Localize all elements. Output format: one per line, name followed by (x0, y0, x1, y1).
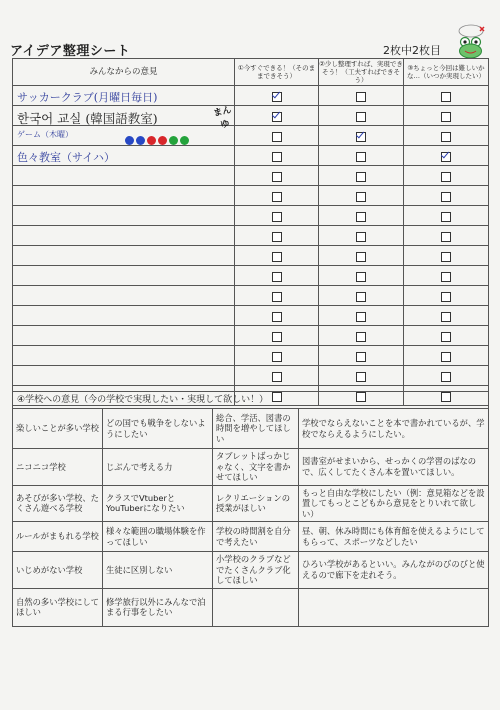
column-header-difficult: ③ちょっと今回は難しいかな…（いつか実現したい） (404, 59, 489, 86)
opinion-cell: もっと自由な学校にしたい（例：意見箱などを設置してもっとこどもから意見をとりいれて欲しい） (299, 485, 489, 522)
checkbox-cell (404, 126, 489, 146)
checkbox[interactable] (356, 152, 366, 162)
idea-row (13, 226, 489, 246)
checkbox[interactable] (356, 92, 366, 102)
checkbox[interactable] (441, 292, 451, 302)
checkbox[interactable] (356, 272, 366, 282)
checkbox-cell (319, 306, 404, 326)
checkbox-cell (319, 106, 404, 126)
checkbox[interactable] (441, 132, 451, 142)
idea-cell (13, 286, 235, 306)
checkbox[interactable] (356, 132, 366, 142)
checkbox[interactable] (272, 192, 282, 202)
checkbox-cell (235, 146, 319, 166)
checkbox[interactable] (356, 252, 366, 262)
checkbox-cell (235, 286, 319, 306)
checkbox[interactable] (441, 252, 451, 262)
checkbox-cell (235, 226, 319, 246)
checkbox[interactable] (356, 212, 366, 222)
column-header-organize: ②少し整理すれば、実現できそう！（工夫すればできそう） (319, 60, 403, 84)
idea-cell (13, 186, 235, 206)
color-dot (125, 136, 134, 145)
opinion-row (13, 552, 489, 589)
checkbox-cell (235, 186, 319, 206)
color-dot (180, 136, 189, 145)
checkbox-cell (235, 306, 319, 326)
checkbox[interactable] (356, 372, 366, 382)
idea-row (13, 246, 489, 266)
idea-row (13, 346, 489, 366)
page-indicator: 2枚中2枚目 (383, 44, 441, 57)
checkbox[interactable] (441, 232, 451, 242)
checkbox-cell (319, 246, 404, 266)
opinion-row (13, 588, 489, 626)
idea-row (13, 186, 489, 206)
opinion-cell: 昼、朝、休み時間にも体育館を使えるようにしてもらって、スポーツなどしたい (299, 522, 489, 552)
opinion-cell: 図書室がせまいから、せっかくの学習のばなので、広くしてたくさん本を置いてほしい。 (299, 449, 489, 486)
page-title: アイデア整理シート (10, 44, 131, 59)
checkbox[interactable] (441, 212, 451, 222)
opinion-cell: 楽しいことが多い学校 (13, 409, 103, 449)
checkbox-cell (404, 86, 489, 106)
checkbox[interactable] (441, 272, 451, 282)
checkbox[interactable] (272, 92, 282, 102)
idea-cell (13, 166, 235, 186)
checkbox-cell (319, 146, 404, 166)
idea-cell (13, 206, 235, 226)
opinion-cell: 自然の多い学校にしてほしい (13, 588, 103, 626)
idea-cell (13, 146, 235, 166)
checkbox-cell (319, 86, 404, 106)
checkbox[interactable] (272, 372, 282, 382)
checkbox-cell (404, 226, 489, 246)
checkbox-cell (235, 106, 319, 126)
checkbox[interactable] (356, 312, 366, 322)
opinion-cell (213, 588, 299, 626)
opinion-cell: いじめがない学校 (13, 552, 103, 589)
checkbox[interactable] (356, 352, 366, 362)
opinion-row (13, 409, 489, 449)
checkbox[interactable] (272, 132, 282, 142)
checkbox[interactable] (356, 332, 366, 342)
opinion-cell: あそびが多い学校、たくさん遊べる学校 (13, 485, 103, 522)
opinion-cell: 生徒に区別しない (103, 552, 213, 589)
opinion-cell: タブレットばっかじゃなく、文字を書かせてほしい (213, 449, 299, 486)
checkbox[interactable] (272, 172, 282, 182)
checkbox-cell (404, 286, 489, 306)
idea-row (13, 146, 489, 166)
checkbox[interactable] (356, 292, 366, 302)
idea-cell (13, 226, 235, 246)
checkbox-cell (235, 366, 319, 386)
checkbox-cell (319, 266, 404, 286)
checkbox-cell (319, 286, 404, 306)
checkbox-cell (235, 246, 319, 266)
idea-text: ゲーム（木曜） (17, 130, 73, 139)
checkbox-cell (404, 166, 489, 186)
checkbox-cell (319, 346, 404, 366)
idea-row (13, 206, 489, 226)
opinion-cell: クラスでVtuberとYouTuberになりたい (103, 485, 213, 522)
checkbox-cell (404, 266, 489, 286)
opinion-cell: 小学校のクラブなどでたくさんクラブ化してほしい (213, 552, 299, 589)
checkbox-cell (404, 346, 489, 366)
opinion-cell: 学校の時間割を自分で考えたい (213, 522, 299, 552)
checkbox[interactable] (441, 372, 451, 382)
checkbox-cell (235, 266, 319, 286)
checkbox[interactable] (272, 312, 282, 322)
opinion-cell: ルールがまもれる学校 (13, 522, 103, 552)
checkbox-cell (404, 106, 489, 126)
opinion-cell: 学校でならえないことを本で書かれているが、学校でならえるようにしたい。 (299, 409, 489, 449)
checkbox[interactable] (356, 112, 366, 122)
checkbox[interactable] (272, 252, 282, 262)
checkbox[interactable] (441, 172, 451, 182)
color-dot (136, 136, 145, 145)
color-dot (158, 136, 167, 145)
checkbox[interactable] (272, 152, 282, 162)
checkbox-cell (235, 126, 319, 146)
checkbox[interactable] (356, 172, 366, 182)
checkbox-cell (319, 366, 404, 386)
frog-mascot-icon (456, 24, 486, 60)
idea-row (13, 126, 489, 146)
checkbox[interactable] (272, 292, 282, 302)
checkbox[interactable] (272, 332, 282, 342)
checkbox-cell (404, 326, 489, 346)
signature: まんゆ (212, 105, 233, 131)
checkbox-cell (319, 186, 404, 206)
checkbox[interactable] (272, 352, 282, 362)
idea-rows (13, 86, 489, 406)
idea-cell (13, 126, 235, 146)
opinion-cell: どの国でも戦争をしないようにしたい (103, 409, 213, 449)
checkbox-cell (404, 206, 489, 226)
checkbox-cell (404, 186, 489, 206)
checkbox[interactable] (356, 232, 366, 242)
opinion-cell: 様々な範囲の職場体験を作ってほしい (103, 522, 213, 552)
idea-row (13, 306, 489, 326)
checkbox[interactable] (441, 192, 451, 202)
opinion-cell: 総合、学活、図書の時間を増やしてほしい (213, 409, 299, 449)
idea-cell (13, 366, 235, 386)
checkbox[interactable] (441, 312, 451, 322)
idea-row (13, 86, 489, 106)
column-header-ideas: みんなからの意見 (13, 59, 235, 86)
checkbox-cell (235, 206, 319, 226)
idea-cell (13, 266, 235, 286)
column-header-now: ①今すぐできる！（そのままできそう） (235, 59, 319, 86)
checkbox-cell (404, 246, 489, 266)
checkbox[interactable] (441, 352, 451, 362)
checkbox-cell (235, 86, 319, 106)
checkbox-cell (235, 346, 319, 366)
checkbox-cell (319, 166, 404, 186)
opinion-row (13, 522, 489, 552)
checkbox-cell (404, 146, 489, 166)
checkbox-cell (319, 326, 404, 346)
checkbox[interactable] (441, 152, 451, 162)
idea-text: サッカークラブ(月曜日毎日) (17, 91, 158, 104)
checkbox[interactable] (356, 192, 366, 202)
checkbox[interactable] (441, 112, 451, 122)
opinion-cell: レクリエーションの授業がほしい (213, 485, 299, 522)
opinion-cell: 修学旅行以外にみんなで泊まる行事をしたい (103, 588, 213, 626)
idea-text: 한국어 교실 (韓国語教室) (17, 111, 158, 126)
checkbox[interactable] (441, 332, 451, 342)
opinion-row (13, 449, 489, 486)
idea-cell (13, 105, 235, 131)
checkbox[interactable] (441, 92, 451, 102)
opinions-table (12, 391, 489, 627)
idea-row (13, 326, 489, 346)
idea-cell (13, 86, 235, 106)
checkbox-cell (235, 326, 319, 346)
checkbox[interactable] (272, 112, 282, 122)
opinion-cell: ニコニコ学校 (13, 449, 103, 486)
opinions-heading: ④学校への意見（今の学校で実現したい・実現して欲しい！） (13, 392, 489, 409)
opinion-cell: じぶんで考える力 (103, 449, 213, 486)
idea-row (13, 366, 489, 386)
opinion-cell (299, 588, 489, 626)
color-dot (169, 136, 178, 145)
checkbox[interactable] (272, 212, 282, 222)
idea-text: 色々教室（サイハ） (17, 151, 116, 164)
checkbox-cell (404, 306, 489, 326)
idea-row (13, 286, 489, 306)
idea-table (12, 58, 489, 406)
idea-cell (13, 306, 235, 326)
idea-row (13, 106, 489, 126)
checkbox-cell (319, 126, 404, 146)
checkbox-cell (319, 206, 404, 226)
idea-row (13, 266, 489, 286)
checkbox[interactable] (272, 232, 282, 242)
checkbox-cell (319, 226, 404, 246)
idea-row (13, 166, 489, 186)
checkbox-cell (404, 366, 489, 386)
checkbox[interactable] (272, 272, 282, 282)
opinion-cell: ひろい学校があるといい。みんながのびのびと使えるので廊下を走れそう。 (299, 552, 489, 589)
opinion-row (13, 485, 489, 522)
color-dot (147, 136, 156, 145)
checkbox-cell (235, 166, 319, 186)
idea-cell (13, 326, 235, 346)
idea-cell (13, 246, 235, 266)
idea-cell (13, 346, 235, 366)
